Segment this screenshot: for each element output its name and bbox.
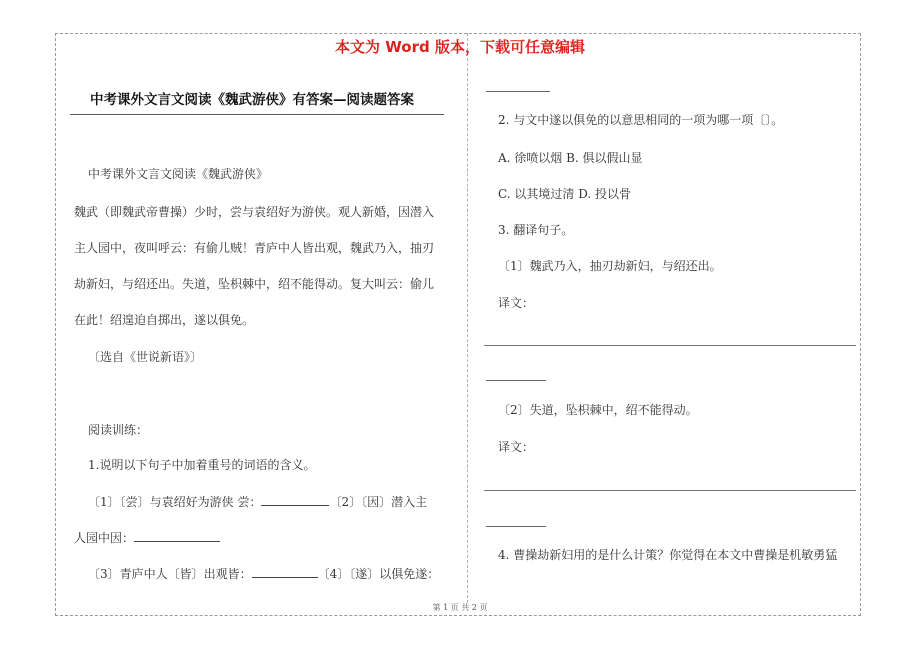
passage-source: 〔选自《世说新语》〕: [88, 350, 203, 364]
q1-item-2-cont: 人园中因：: [74, 531, 135, 545]
q1-item-1: 〔1〕〔尝〕与袁绍好为游侠 尝：: [88, 495, 262, 509]
translation-label-2: 译文：: [498, 440, 535, 454]
answer-line: [486, 380, 546, 381]
translation-label-1: 译文：: [498, 296, 535, 310]
word-version-banner: 本文为 Word 版本，下载可任意编辑: [335, 38, 585, 56]
passage-text: [74, 200, 459, 332]
question-2: 2. 与文中遂以俱免的以意思相同的一项为哪一项〔〕。: [498, 113, 784, 127]
q1-item-3: 〔3〕青庐中人〔皆〕出观皆：: [88, 567, 252, 581]
question-3-sentence-1: 〔1〕魏武乃入，抽刃劫新妇，与绍还出。: [498, 259, 722, 273]
passage-line: 劫新妇，与绍还出。失道，坠枳棘中，绍不能得动。复大叫云：偷儿: [74, 277, 435, 291]
question-1-line-1: [88, 490, 427, 514]
question-2-options-cd: C. 以其境过清 D. 投以骨: [498, 187, 632, 201]
answer-line: [486, 526, 546, 527]
question-1-line-3: [88, 562, 439, 586]
title-underline: [70, 114, 444, 115]
passage-line: 主人园中，夜叫呼云：有偷儿贼！青庐中人皆出观，魏武乃入，抽刃: [74, 241, 435, 255]
page-title: 中考课外文言文阅读《魏武游侠》有答案—阅读题答案: [90, 92, 414, 108]
q1-item-2: 〔2〕〔因〕潜入主: [329, 495, 428, 509]
answer-blank-3[interactable]: [252, 565, 318, 578]
q1-item-4: 〔4〕〔遂〕以俱免遂：: [317, 567, 440, 581]
answer-line-long: [484, 490, 856, 491]
question-1-line-2: [74, 526, 220, 550]
training-heading: 阅读训练：: [88, 423, 149, 437]
question-3: 3. 翻译句子。: [498, 223, 574, 237]
answer-blank-1[interactable]: [261, 493, 329, 506]
page-footer: 第 1 页 共 2 页: [432, 603, 488, 612]
passage-line: 魏武（即魏武帝曹操）少时，尝与袁绍好为游侠。观人新婚，因潜入: [74, 205, 435, 219]
answer-line: [486, 91, 550, 92]
passage-line: 在此！绍遑迫自掷出，遂以俱免。: [74, 313, 255, 327]
question-2-options-ab: A. 徐喷以烟 B. 俱以假山显: [498, 151, 643, 165]
question-3-sentence-2: 〔2〕失道，坠枳棘中，绍不能得动。: [498, 403, 698, 417]
answer-blank-2[interactable]: [134, 529, 220, 542]
passage-heading: 中考课外文言文阅读《魏武游侠》: [88, 167, 269, 181]
answer-line-long: [484, 345, 856, 346]
question-4: 4. 曹操劫新妇用的是什么计策？你觉得在本文中曹操是机敏勇猛: [498, 548, 838, 562]
question-1: 1.说明以下句子中加着重号的词语的含义。: [88, 458, 316, 472]
column-divider: [467, 33, 468, 603]
